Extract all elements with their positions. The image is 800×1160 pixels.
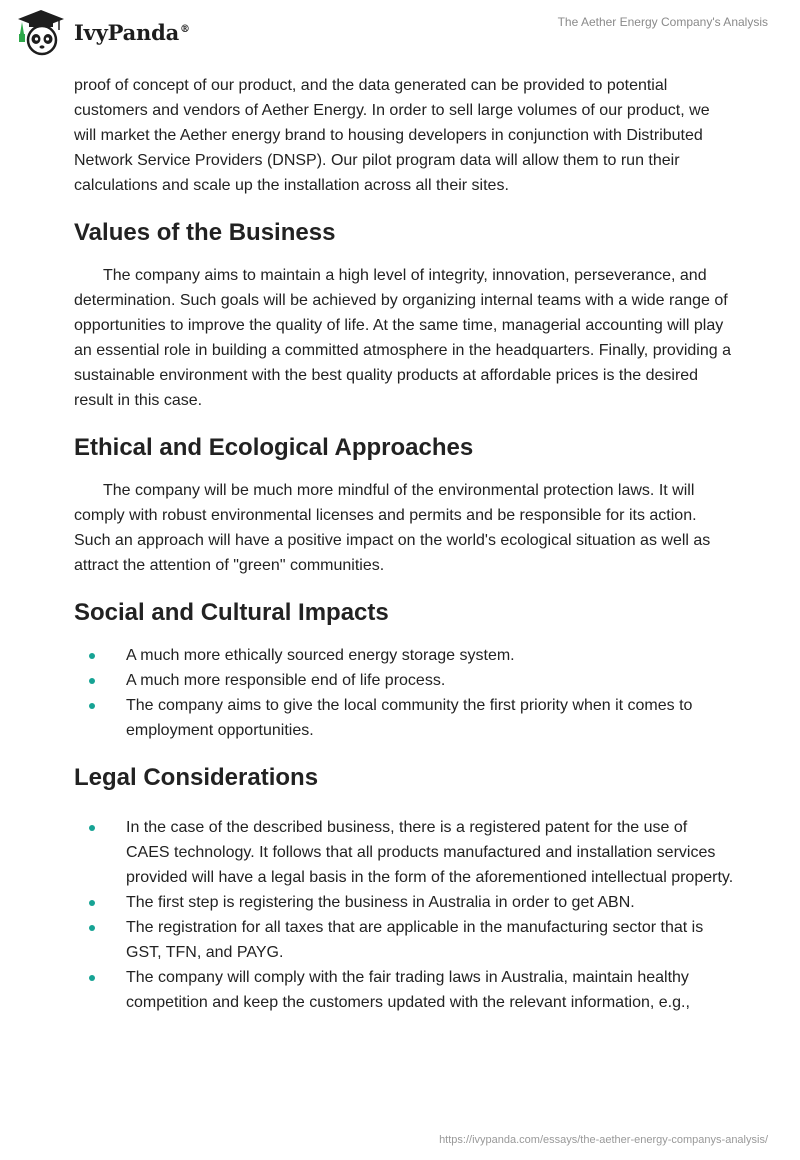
bullet-icon [89,825,95,831]
bullet-icon [89,975,95,981]
list-item: The company will comply with the fair trading laws in Australia, maintain healthy competition and keep the customers updated with the relevant information, e.g., [74,965,734,1015]
values-paragraph: The company aims to maintain a high level of integrity, innovation, perseverance, and determination. Such goals will be achieved by organizing internal teams with a wide range of opportunities to improve the quality of life. At the same time, managerial accounting will play an essential role in building a committed atmosphere in the headquarters. Finally, providing a sustainable environment with the best quality products at affordable prices is the desired result in this case. [74,267,731,409]
ethical-paragraph: The company will be much more mindful of the environmental protection laws. It will comply with robust environmental licenses and permits and be responsible for its action. Such an approach will have a positive impact on the world's ecological situation as well as attract the attention of "green" communities. [74,482,711,574]
list-item: A much more responsible end of life process. [74,668,734,693]
heading-ethical: Ethical and Ecological Approaches [74,434,474,461]
list-item: The first step is registering the business in Australia in order to get ABN. [74,890,734,915]
bullet-icon [89,703,95,709]
heading-social: Social and Cultural Impacts [74,599,389,626]
heading-legal: Legal Considerations [74,764,319,791]
bullet-icon [89,925,95,931]
brand-name: IvyPanda® [74,19,190,45]
bullet-icon [89,678,95,684]
intro-paragraph: proof of concept of our product, and the data generated can be provided to potential customers and vendors of Aether Energy. In order to sell large volumes of our product, we will market the Aether energy brand to housing developers in conjunction with Distributed Network Service Providers (DNSP). Our pilot program data will allow them to run their calculations and scale up the installation across all their sites. [74,77,710,194]
legal-list [74,815,734,1015]
social-list [74,643,734,743]
page-header [0,0,800,64]
list-item: The company aims to give the local community the first priority when it comes to employment opportunities. [74,693,734,743]
ivypanda-logo[interactable] [14,8,190,56]
bullet-icon [89,653,95,659]
document-title: The Aether Energy Company's Analysis [557,15,768,29]
bullet-icon [89,900,95,906]
source-url[interactable]: https://ivypanda.com/essays/the-aether-energy-companys-analysis/ [439,1134,768,1146]
list-item: In the case of the described business, there is a registered patent for the use of CAES technology. It follows that all products manufactured and installation services provided will have a legal basis in the form of the aforementioned intellectual property. [74,815,734,890]
list-item: The registration for all taxes that are applicable in the manufacturing sector that is GST, TFN, and PAYG. [74,915,734,965]
essay-body [74,70,734,1015]
heading-values: Values of the Business [74,219,336,246]
list-item: A much more ethically sourced energy storage system. [74,643,734,668]
panda-graduate-icon [14,8,68,56]
